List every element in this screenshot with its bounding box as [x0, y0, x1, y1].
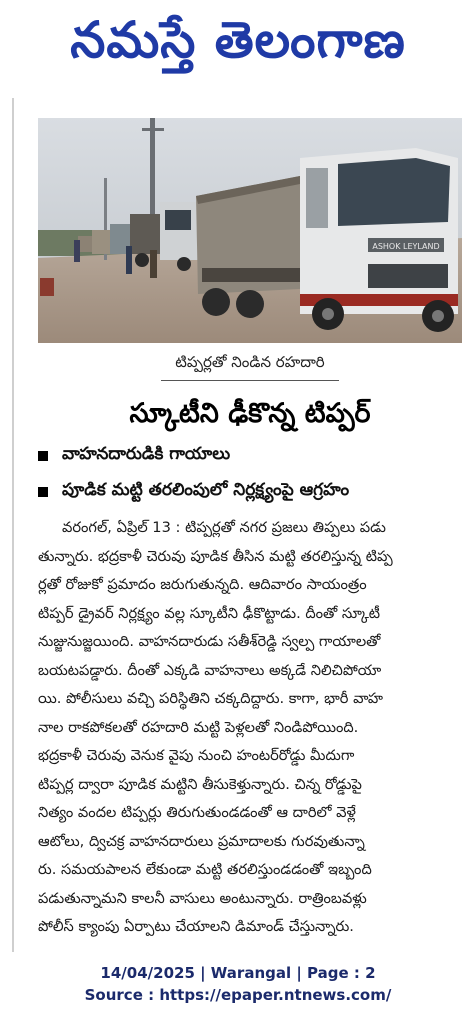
body-line: తున్నారు. భద్రకాళీ చెరువు పూడిక తీసిన మట్టి తరలిస్తున్న టిప్ప [38, 547, 393, 565]
body-line: పడుతున్నామని కాలనీ వాసులు అంటున్నారు. రాత్రింబవళ్లు [38, 889, 367, 907]
subhead-text: పూడిక మట్టి తరలింపులో నిర్లక్ష్యంపై ఆగ్రహం [62, 480, 350, 500]
masthead [0, 0, 476, 92]
body-line: ర్లతో రోజుకో ప్రమాదం జరుగుతున్నది. ఆదివారం సాయంత్రం [38, 576, 367, 593]
body-line: నిత్యం వందల టిప్పర్లు తిరుగుతుండడంతో ఆ దారిలో వెళ్లే [38, 804, 356, 821]
bullet-square-icon [38, 487, 48, 497]
subhead-bullet [38, 442, 462, 470]
body-line: టిప్పర్ల ద్వారా పూడిక మట్టిని తీసుకెళ్తున్నారు. చిన్న రోడ్డుపై [38, 775, 362, 793]
newspaper-title: నమస్తే తెలంగాణ [70, 10, 406, 69]
news-article [12, 98, 464, 952]
article-headline: స్కూటీని ఢీకొన్న టిప్పర్ [129, 398, 371, 429]
body-line: నాల రాకపోకలతో రహదారి మట్టి పెళ్లలతో నిండిపోయింది. [38, 718, 359, 736]
body-line: బయటపడ్డారు. దీంతో ఎక్కడి వాహనాలు అక్కడే నిలిచిపోయా [38, 661, 382, 679]
body-line: వరంగల్, ఏప్రిల్ 13 : టిప్పర్లతో నగర ప్రజలు తిప్పలు పడు [62, 519, 386, 536]
photo-caption-wrap [38, 347, 462, 387]
truck-badge: ASHOK LEYLAND [372, 242, 440, 251]
article-body [38, 514, 462, 942]
body-line: పోలీస్ క్యాంపు ఏర్పాటు చేయాలని డిమాండ్ చేస్తున్నారు. [38, 918, 354, 935]
body-line: రు. సమయపాలన లేకుండా మట్టి తరలిస్తుండడంతో ఇబ్బంది [38, 861, 372, 878]
body-line: ఆటోలు, ద్విచక్ర వాహనదారులు ప్రమాదాలకు గురవుతున్నా [38, 832, 365, 850]
subhead-text: వాహనదారుడికి గాయాలు [62, 444, 231, 464]
body-line: టిప్పర్ డ్రైవర్ నిర్లక్ష్యం వల్ల స్కూటీని ఢీకొట్టాడు. దీంతో స్కూటీ [38, 604, 380, 622]
photo-caption: టిప్పర్లతో నిండిన రహదారి [161, 353, 338, 381]
footer-source-link[interactable]: Source : https://epaper.ntnews.com/ [84, 986, 392, 1004]
photo-illustration [38, 118, 462, 343]
subhead-bullet [38, 478, 462, 506]
body-line: యి. పోలీసులు వచ్చి పరిస్థితిని చక్కదిద్దారు. కాగా, భారీ వాహ [38, 690, 383, 707]
body-line: భద్రకాళీ చెరువు వెనుక వైపు నుంచి హంటర్‌రోడ్డు మీదుగా [38, 747, 355, 764]
page-footer [0, 962, 476, 1006]
body-line: నుజ్జునుజ్జయింది. వాహనదారుడు సతీశ్‌రెడ్డి స్వల్ప గాయాలతో [38, 633, 381, 650]
truck-convoy-photo [38, 118, 462, 343]
footer-dateline: 14/04/2025 | Warangal | Page : 2 [100, 964, 376, 982]
bullet-square-icon [38, 451, 48, 461]
